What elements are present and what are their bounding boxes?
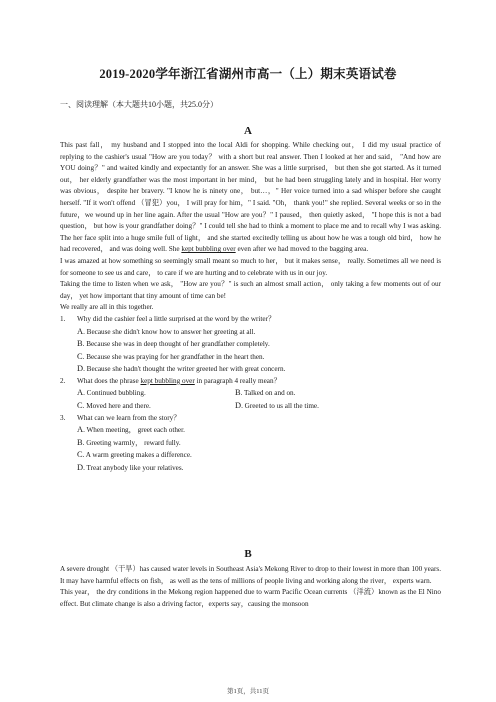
question-2-option-b[interactable] [235,387,393,400]
question-3-option-a[interactable] [60,424,441,437]
option-key: A [77,326,84,336]
passage-a-paragraph-3: Taking the time to listen when we ask， "How are you？" is such an almost small action， only taking a few moments out of our day， yet how important that tiny amount of time can be! [60,280,441,300]
underlined-phrase: kept bubbling over [181,245,236,254]
option-key: A [77,425,84,435]
question-2-stem-end: in paragraph 4 really mean？ [194,376,281,385]
question-2 [60,376,441,388]
question-2-option-a[interactable] [77,387,235,400]
option-text: . Moved here and there. [82,402,151,411]
passage-a-paragraph-1 [60,140,441,256]
question-2-stem-start: What does the phrase [77,376,141,385]
question-1-number: 1. [60,314,66,323]
passage-a-paragraph-1-text: This past fall， my husband and I stopped into the local Aldi for shopping. While checking out， I did my usual practice of replying to the cashier's usual "How are you today？ with a short but real answer. Then I looked at her and said， "And how are YOU doing？" and waited kindly and expectantly for an answer. She was a little surprised， but then she got started. As it turned out， her elderly grandfather was the most important in her mind， but he had been struggling lately and in hospital. Her worry was obvious， despite her bravery. "I know he is ninety one， but…，" Her voice turned into a sad whisper before she caught herself. "If it won't offend （冒犯）you， I will pray for him，" I said. "Oh， thank you!" she replied. Several weeks or so in the future，we wound up in her line again. After the usual "How are you？" I paused， then quietly asked， "I hope this is not a bad question， but how is your grandfather doing？" I could tell she had to think a moment to place me and to recall why I was asking. The her face split into a huge smile full of light， and she started excitedly telling us about how he was a tough old bird， how he had recovered， and was doing well. She [60,141,441,254]
question-1-option-c[interactable] [60,351,441,364]
option-text: . Because she didn't know how to answer her greeting at all. [83,327,256,336]
question-2-stem [77,376,281,388]
option-text: . Greeting warmly， reward fully. [82,438,181,447]
question-2-option-d[interactable] [235,400,393,413]
passage-b-heading: B [244,548,252,560]
question-2-options-row-2 [60,400,441,413]
option-key: D [77,463,84,473]
question-1-option-a[interactable] [60,326,441,339]
option-text: . Continued bubbling. [83,389,146,398]
option-text: . A warm greeting makes a difference. [82,451,192,460]
question-3-option-d[interactable] [60,462,441,475]
section-heading: 一、阅读理解（本大题共10小题，共25.0分） [60,100,218,109]
question-3-option-c[interactable] [60,449,441,462]
option-text: . Because she was praying for her grandfather in the heart then. [82,352,265,361]
question-1 [60,314,441,326]
question-3-option-b[interactable] [60,437,441,450]
question-3-stem: What can we learn from the story？ [77,413,181,422]
option-key: A [77,388,84,398]
option-key: C [77,401,83,411]
option-text: . Because she hadn't thought the writer greeted her with great concern. [83,365,286,374]
option-key: C [77,450,83,460]
passage-b-paragraph-1: A severe drought （干旱）has caused water levels in Southeast Asia's Mekong River to drop to their lowest in more than 100 years. It may have harmful effects on fish， as well as the tens of millions of people living and working along the river， experts warn. [60,565,441,585]
passage-a-paragraph-1-end: even after we had moved to the bagging area. [235,245,369,254]
option-text: . When meeting， greet each other. [83,426,185,435]
option-key: B [77,339,83,349]
question-2-option-c[interactable] [77,400,235,413]
passage-b-paragraph-2: This year， the dry conditions in the Mekong region happened due to warm Pacific Ocean currents （洋流）known as the El Nino effect. But climate change is also a driving factor，experts say，causing the monsoon [60,588,441,608]
passage-a-body [60,140,441,475]
question-2-number: 2. [60,376,66,385]
option-text: . Because she was in deep thought of her grandfather completely. [82,340,270,349]
question-1-option-b[interactable] [60,338,441,351]
passage-a-heading: A [244,125,252,137]
question-2-options-row-1 [60,387,441,400]
option-key: C [77,351,83,361]
page-footer: 第1页，共11页 [226,688,269,695]
option-text: . Talked on and on. [240,389,296,398]
passage-b-body [60,564,441,610]
question-1-option-d[interactable] [60,363,441,376]
option-key: B [77,437,83,447]
option-key: B [235,388,241,398]
passage-a-paragraph-2: I was amazed at how something so seemingly small meant so much to her， but it makes sense， really. Sometimes all we need is for someone to see us and care， to care if we are hurting and to celebrate with us in our joy. [60,256,441,277]
question-1-stem: Why did the cashier feel a little surprised at the word by the writer？ [77,314,276,323]
option-text: . Greeted to us all the time. [241,402,319,411]
passage-a-paragraph-4: We really are all in this together. [60,303,154,312]
option-key: D [77,364,84,374]
option-text: . Treat anybody like your relatives. [83,464,184,473]
option-key: D [235,401,242,411]
question-3 [60,413,441,425]
page-title: 2019-2020学年浙江省湖州市高一（上）期末英语试卷 [99,67,397,81]
question-2-underlined-phrase: kept bubbling over [140,376,195,385]
question-3-number: 3. [60,413,66,422]
